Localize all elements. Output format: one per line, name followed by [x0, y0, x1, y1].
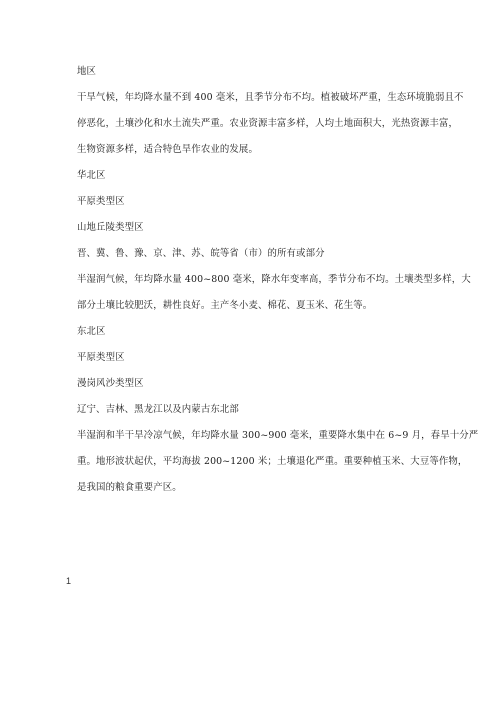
text-line: 重。地形波状起伏，平均海拔 200~1200 米；土壤退化严重。重要种植玉米、大豆等作物， — [77, 456, 468, 467]
text-line: 是我国的粮食重要产区。 — [77, 482, 182, 493]
text-line: 停恶化，土壤沙化和水土流失严重。农业资源丰富多样，人均土地面积大，光热资源丰富， — [77, 118, 459, 129]
paragraph-north-climate — [77, 272, 471, 314]
text-line: 生物资源多样，适合特色旱作农业的发展。 — [77, 144, 258, 155]
page-number: 1 — [66, 576, 72, 586]
heading-plain-type: 平原类型区 — [77, 196, 125, 207]
paragraph-northeast-climate — [77, 428, 479, 496]
paragraph-arid-climate — [77, 90, 464, 158]
text-line: 干旱气候，年均降水量不到 400 毫米，且季节分布不均。植被破坏严重，生态环境脆弱且不 — [77, 92, 464, 103]
paragraph-provinces-northeast: 辽宁、吉林、黑龙江以及内蒙古东北部 — [77, 404, 239, 415]
text-line: 部分土壤比较肥沃，耕性良好。主产冬小麦、棉花、夏玉米、花生等。 — [77, 300, 373, 311]
paragraph-provinces-north: 晋、冀、鲁、豫、京、津、苏、皖等省（市）的所有或部分 — [77, 248, 325, 259]
heading-sandy-hill-type: 漫岗风沙类型区 — [77, 378, 144, 389]
heading-hill-type: 山地丘陵类型区 — [77, 222, 144, 233]
heading-north-china: 华北区 — [77, 170, 106, 181]
heading-plain-type-ne: 平原类型区 — [77, 352, 125, 363]
text-line: 半湿润气候，年均降水量 400~800 毫米，降水年变率高，季节分布不均。土壤类型多样，大 — [77, 274, 471, 285]
document-body — [77, 64, 479, 496]
text-line: 半湿润和半干旱冷凉气候，年均降水量 300~900 毫米，重要降水集中在 6~9 月，春旱十分严 — [77, 430, 479, 441]
paragraph-region-label: 地区 — [77, 66, 97, 77]
heading-northeast: 东北区 — [77, 326, 106, 337]
